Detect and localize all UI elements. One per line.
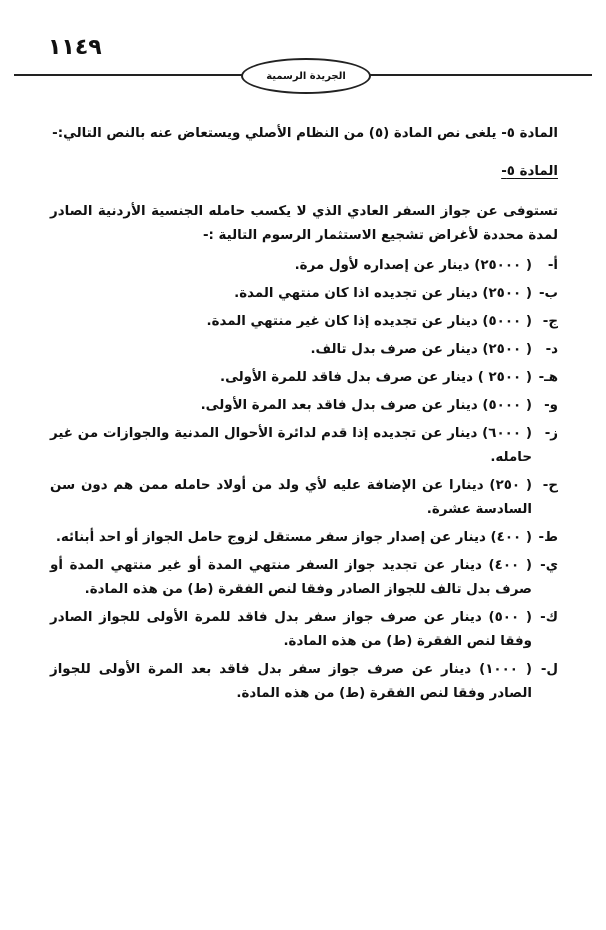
fee-item-text: ( ٤٠٠) دينار عن تجديد جواز السفر منتهي المدة أو غير منتهي المدة أو صرف بدل تالف للجواز الصادر وفقا لنص الفقرة (ط) من هذه المادة. (50, 558, 532, 597)
fee-item-letter: ط- (538, 530, 558, 545)
fee-items-list (50, 254, 558, 706)
fee-item-text: ( ٦٠٠٠) دينار عن تجديده إذا قدم لدائرة الأحوال المدنية والجوازات من غير حامله. (50, 426, 532, 465)
gazette-name-badge (241, 58, 371, 94)
fee-item-text: ( ٢٥٠٠) دينار عن تجديده اذا كان منتهي المدة. (234, 286, 532, 301)
fee-item-letter: ل- (540, 662, 558, 677)
fee-item-letter: ج- (542, 314, 558, 329)
fee-item (50, 658, 558, 706)
fee-item-letter: ح- (542, 478, 558, 493)
fee-item (50, 254, 558, 278)
fee-item-letter: د- (545, 342, 558, 357)
fee-item-text: ( ٤٠٠) دينار عن إصدار جواز سفر مستقل لزوج حامل الجواز أو احد أبنائه. (55, 530, 532, 545)
fee-item (50, 606, 558, 654)
fee-item (50, 310, 558, 334)
fee-item-letter: و- (544, 398, 558, 413)
fee-item-letter: ي- (540, 558, 558, 573)
fee-item-text: ( ٥٠٠) دينار عن صرف جواز سفر بدل فاقد للمرة الأولى للجواز الصادر وفقا لنص الفقرة (ط) من هذه المادة. (50, 610, 532, 649)
fee-item-letter: ب- (538, 286, 558, 301)
fee-item (50, 474, 558, 522)
fees-lead-paragraph: تستوفى عن جواز السفر العادي الذي لا يكسب حامله الجنسية الأردنية الصادر لمدة محددة لأغراض تشجيع الاستثمار الرسوم التالية :- (50, 204, 558, 243)
fee-item-letter: ز- (544, 426, 558, 441)
fee-item-text: ( ٢٥٠٠٠) دينار عن إصداره لأول مرة. (294, 258, 532, 273)
fee-item-text: ( ١٠٠٠) دينار عن صرف جواز سفر بدل فاقد بعد المرة الأولى للجواز الصادر وفقا لنص الفقرة (ط) من هذه المادة. (50, 662, 532, 701)
fee-item (50, 554, 558, 602)
gazette-name: الجريدة الرسمية (266, 70, 346, 82)
fee-item (50, 338, 558, 362)
fee-item-text: ( ٥٠٠٠) دينار عن صرف بدل فاقد بعد المرة الأولى. (200, 398, 532, 413)
fee-item-text: ( ٥٠٠٠) دينار عن تجديده إذا كان غير منتهي المدة. (206, 314, 532, 329)
fee-item (50, 526, 558, 550)
fee-item-letter: هـ- (538, 370, 558, 385)
fee-item-text: ( ٢٥٠٠ ) دينار عن صرف بدل فاقد للمرة الأولى. (220, 370, 532, 385)
amendment-intro: المادة ٥- يلغى نص المادة (٥) من النظام الأصلي ويستعاض عنه بالنص التالي:- (52, 126, 558, 141)
fee-item-letter: ك- (540, 610, 558, 625)
fee-item (50, 394, 558, 418)
fee-item-text: ( ٢٥٠) دينارا عن الإضافة عليه لأي ولد من أولاد حامله ممن هم دون سن السادسة عشرة. (50, 478, 532, 517)
fee-item-text: ( ٢٥٠٠) دينار عن صرف بدل تالف. (310, 342, 532, 357)
fee-item (50, 366, 558, 390)
article-title: المادة ٥- (501, 164, 558, 179)
fee-item (50, 422, 558, 470)
fee-item-letter: أ- (547, 258, 558, 273)
fee-item (50, 282, 558, 306)
document-body (50, 122, 558, 710)
page-number: ١١٤٩ (48, 35, 102, 60)
